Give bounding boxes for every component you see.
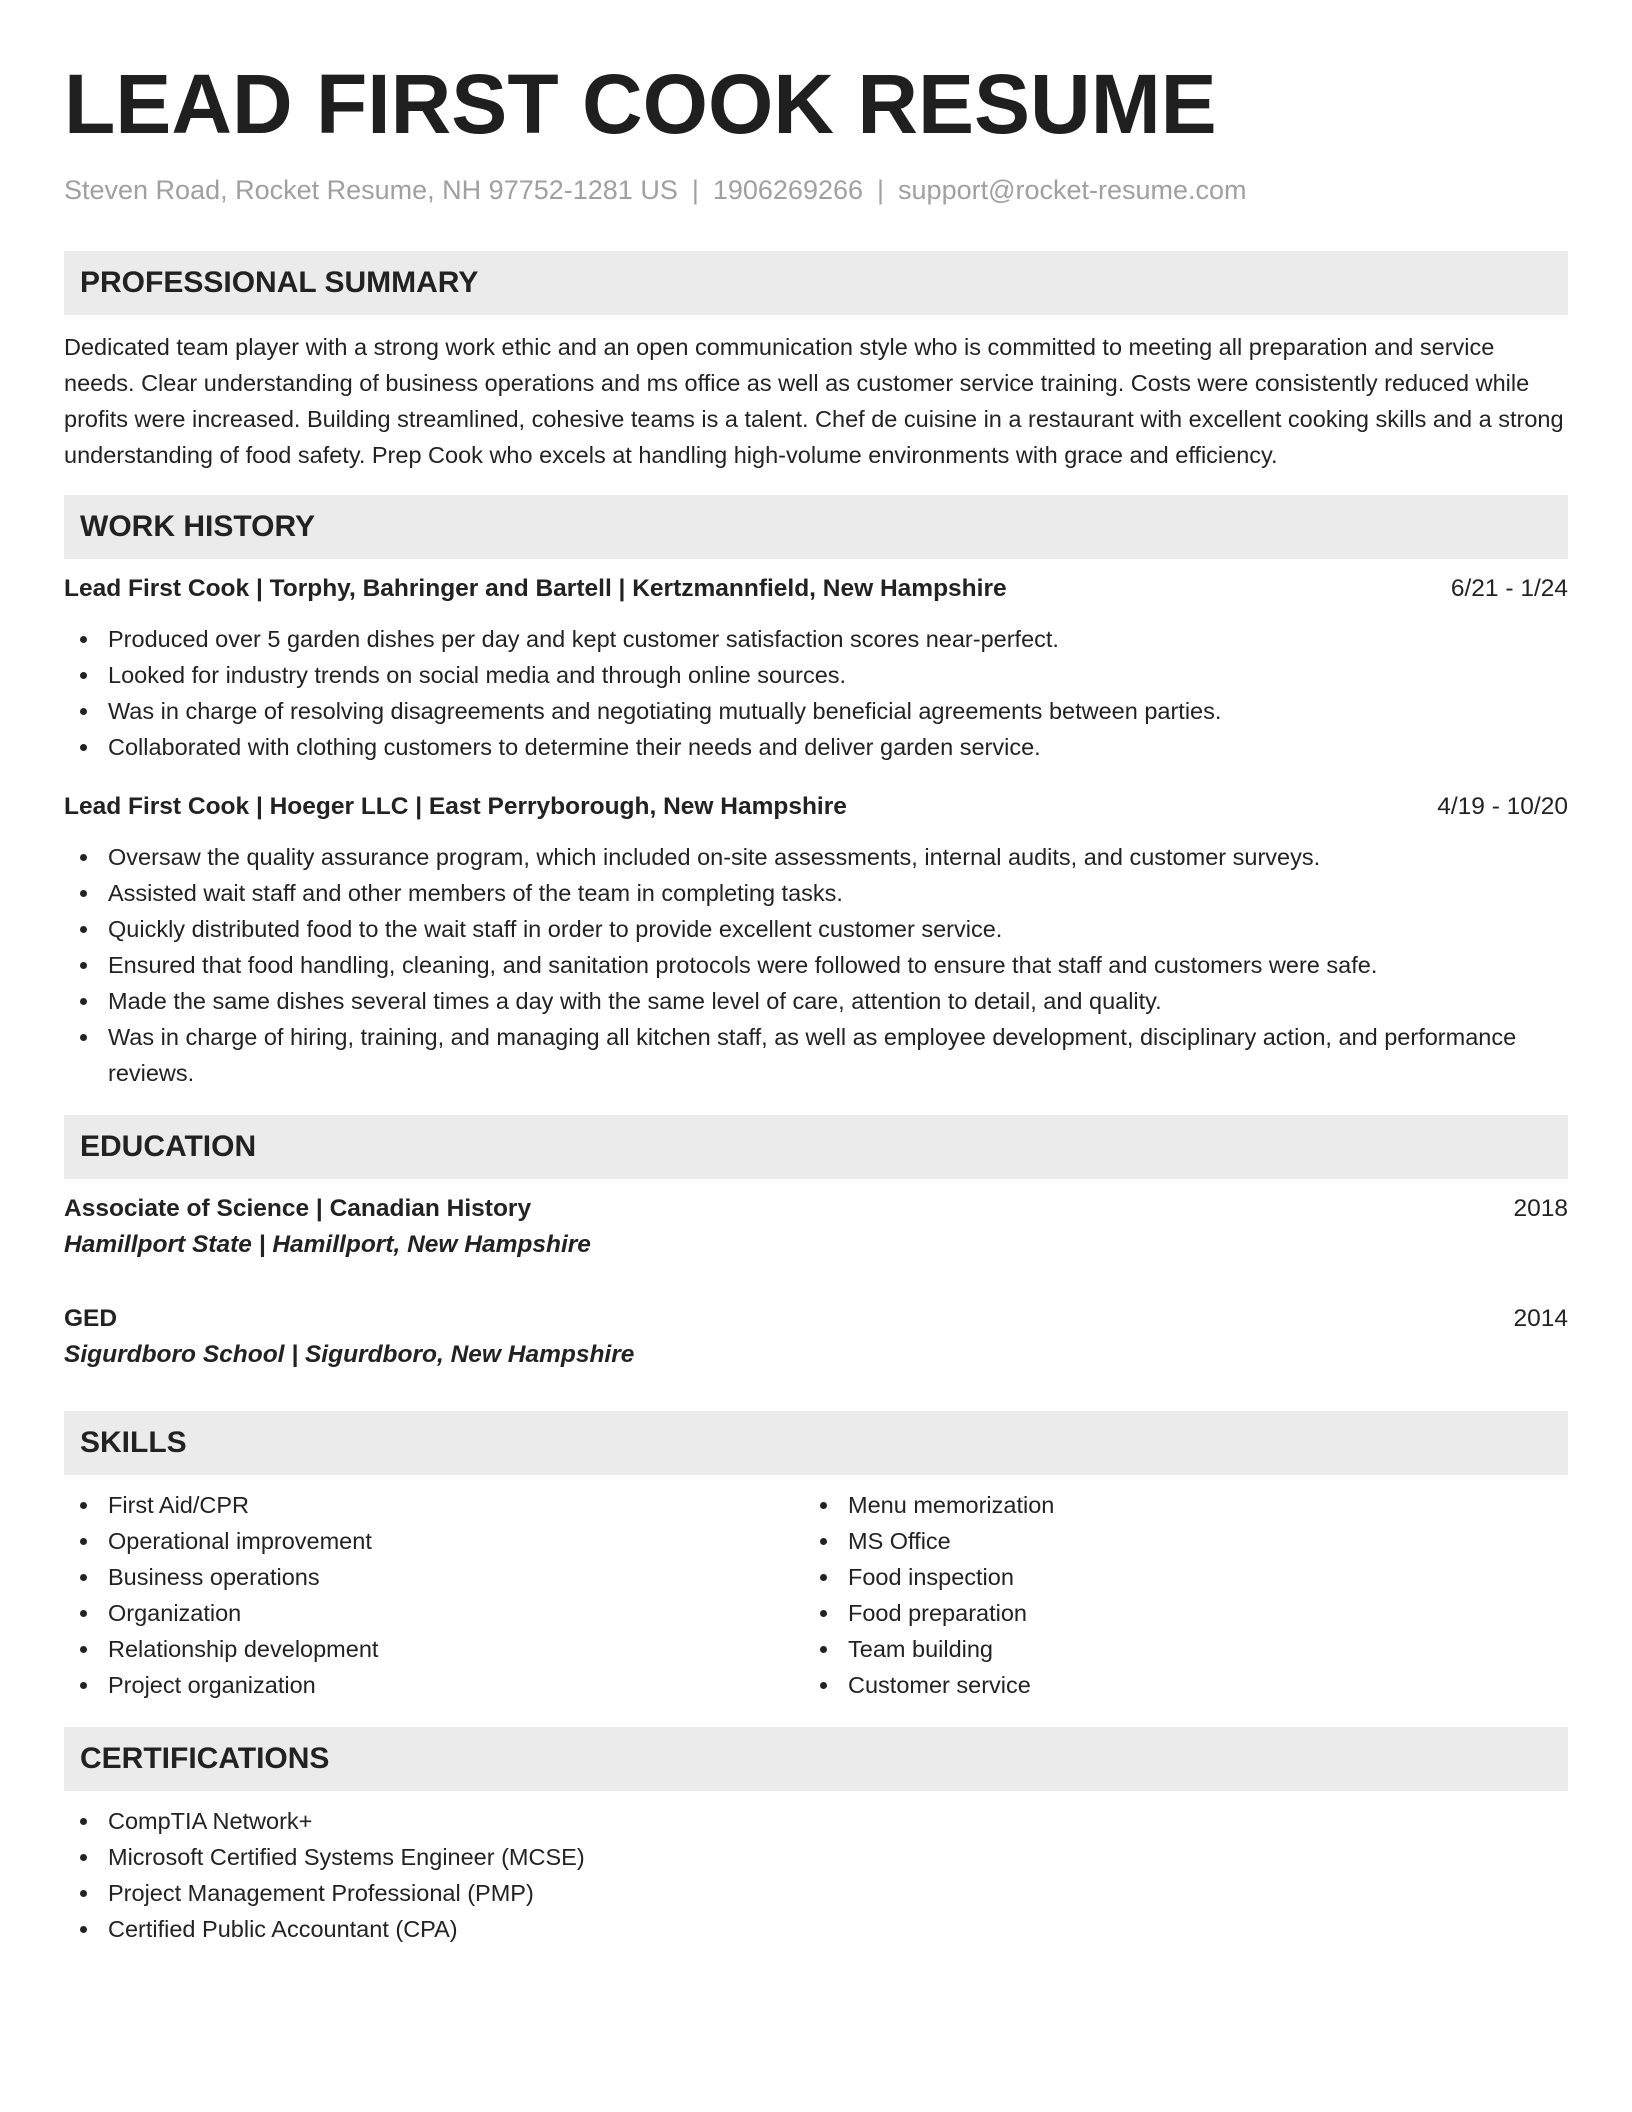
list-item: MS Office: [804, 1523, 1544, 1559]
job-dates: 4/19 - 10/20: [1437, 793, 1568, 820]
list-item: Customer service: [804, 1667, 1544, 1703]
page-title: LEAD FIRST COOK RESUME: [64, 57, 1217, 151]
list-item: Was in charge of hiring, training, and managing all kitchen staff, as well as employee development, disciplinary action, and performance reviews.: [64, 1019, 1568, 1091]
skills-columns: [64, 1475, 1568, 1703]
section-header-certifications: CERTIFICATIONS: [64, 1727, 1568, 1791]
list-item: Team building: [804, 1631, 1544, 1667]
school: Sigurdboro School | Sigurdboro, New Hampshire: [64, 1341, 635, 1368]
list-item: First Aid/CPR: [64, 1487, 804, 1523]
list-item: CompTIA Network+: [64, 1803, 1568, 1839]
section-header-skills: SKILLS: [64, 1411, 1568, 1475]
degree: Associate of Science | Canadian History: [64, 1195, 532, 1222]
list-item: Menu memorization: [804, 1487, 1544, 1523]
education-heading-row: [64, 1301, 1568, 1337]
job-heading: Lead First Cook | Hoeger LLC | East Perryborough, New Hampshire: [64, 793, 847, 820]
list-item: Operational improvement: [64, 1523, 804, 1559]
summary-text: Dedicated team player with a strong work ethic and an open communication style who is committed to meeting all preparation and service needs. Clear understanding of business operations and ms office as well as customer service training. Costs were consistently reduced while profits were increased. Building streamlined, cohesive teams is a talent. Chef de cuisine in a restaurant with excellent cooking skills and a strong understanding of food safety. Prep Cook who excels at handling high-volume environments with grace and efficiency.: [64, 334, 1564, 468]
skills-list-left: [64, 1487, 804, 1703]
job-dates: 6/21 - 1/24: [1450, 575, 1568, 602]
list-item: Was in charge of resolving disagreements and negotiating mutually beneficial agreements between parties.: [64, 693, 1568, 729]
section-header-summary: PROFESSIONAL SUMMARY: [64, 251, 1568, 315]
job-entry: [64, 571, 1568, 765]
contact-line: [64, 172, 1568, 208]
job-heading-row: [64, 571, 1568, 607]
degree: GED: [64, 1305, 118, 1332]
list-item: Microsoft Certified Systems Engineer (MCSE): [64, 1839, 1568, 1875]
phone: 1906269266: [712, 175, 864, 205]
list-item: Certified Public Accountant (CPA): [64, 1911, 1568, 1947]
list-item: Business operations: [64, 1559, 804, 1595]
list-item: Oversaw the quality assurance program, which included on-site assessments, internal audits, and customer surveys.: [64, 839, 1568, 875]
list-item: Food inspection: [804, 1559, 1544, 1595]
list-item: Organization: [64, 1595, 804, 1631]
education-entry: [64, 1301, 1568, 1373]
list-item: Ensured that food handling, cleaning, and sanitation protocols were followed to ensure that staff and customers were safe.: [64, 947, 1568, 983]
section-header-education: EDUCATION: [64, 1115, 1568, 1179]
email: support@rocket-resume.com: [898, 175, 1247, 205]
job-heading: Lead First Cook | Torphy, Bahringer and Bartell | Kertzmannfield, New Hampshire: [64, 575, 1007, 602]
list-item: Collaborated with clothing customers to determine their needs and deliver garden service.: [64, 729, 1568, 765]
skills-list-right: [804, 1487, 1544, 1703]
list-item: Food preparation: [804, 1595, 1544, 1631]
contact-separator: |: [691, 175, 699, 205]
job-bullets: [64, 839, 1568, 1091]
list-item: Looked for industry trends on social media and through online sources.: [64, 657, 1568, 693]
list-item: Relationship development: [64, 1631, 804, 1667]
school: Hamillport State | Hamillport, New Hampshire: [64, 1231, 591, 1258]
education-year: 2014: [1513, 1305, 1568, 1332]
job-bullets: [64, 621, 1568, 765]
address: Steven Road, Rocket Resume, NH 97752-1281 US: [64, 175, 678, 205]
education-heading-row: [64, 1191, 1568, 1227]
section-header-work-history: WORK HISTORY: [64, 495, 1568, 559]
list-item: Assisted wait staff and other members of the team in completing tasks.: [64, 875, 1568, 911]
job-heading-row: [64, 789, 1568, 825]
contact-separator: |: [877, 175, 885, 205]
list-item: Project Management Professional (PMP): [64, 1875, 1568, 1911]
education-year: 2018: [1513, 1195, 1568, 1222]
education-entry: [64, 1191, 1568, 1263]
list-item: Produced over 5 garden dishes per day and kept customer satisfaction scores near-perfect.: [64, 621, 1568, 657]
job-entry: [64, 789, 1568, 1091]
list-item: Quickly distributed food to the wait staff in order to provide excellent customer service.: [64, 911, 1568, 947]
list-item: Project organization: [64, 1667, 804, 1703]
certifications-list: [64, 1803, 1568, 1947]
list-item: Made the same dishes several times a day with the same level of care, attention to detail, and quality.: [64, 983, 1568, 1019]
